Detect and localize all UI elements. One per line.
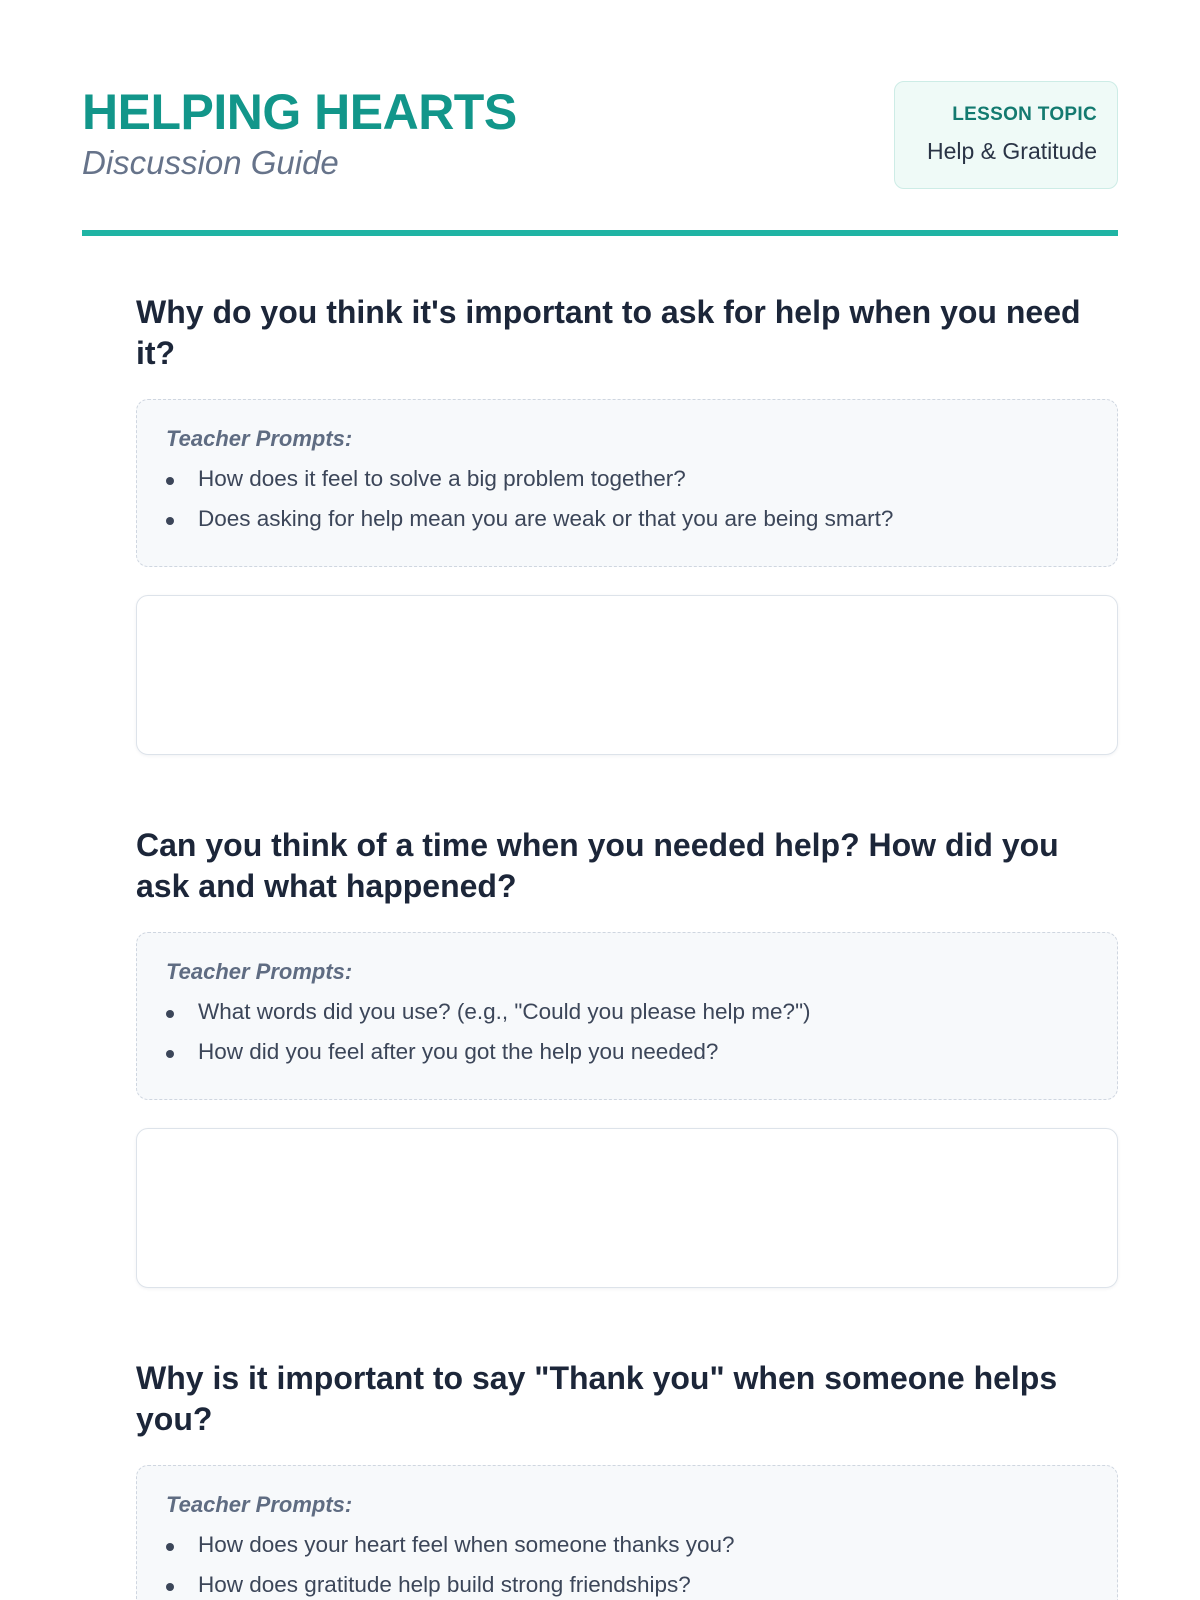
answer-box[interactable] bbox=[136, 1128, 1118, 1288]
lesson-topic-box bbox=[894, 81, 1118, 189]
teacher-prompts-list bbox=[166, 999, 1089, 1065]
answer-box[interactable] bbox=[136, 595, 1118, 755]
lesson-topic-value: Help & Gratitude bbox=[926, 138, 1097, 164]
teacher-prompts-list bbox=[166, 1532, 1089, 1598]
question-3 bbox=[136, 1358, 1118, 1600]
page-subtitle: Discussion Guide bbox=[82, 144, 339, 181]
teacher-prompt-item: What words did you use? (e.g., "Could you please help me?") bbox=[166, 999, 1089, 1025]
teacher-prompts-box bbox=[136, 932, 1118, 1100]
teacher-prompts-label: Teacher Prompts: bbox=[166, 1492, 353, 1517]
teacher-prompts-box bbox=[136, 1465, 1118, 1600]
question-text: Why do you think it's important to ask for help when you need it? bbox=[136, 294, 1081, 371]
header-divider bbox=[82, 230, 1118, 236]
teacher-prompts-label: Teacher Prompts: bbox=[166, 959, 353, 984]
teacher-prompts-box bbox=[136, 399, 1118, 567]
teacher-prompts-list bbox=[166, 466, 1089, 532]
teacher-prompt-item: How does gratitude help build strong friendships? bbox=[166, 1572, 1089, 1598]
question-text: Why is it important to say "Thank you" when someone helps you? bbox=[136, 1360, 1058, 1437]
teacher-prompt-item: Does asking for help mean you are weak or that you are being smart? bbox=[166, 506, 1089, 532]
lesson-topic-label: LESSON TOPIC bbox=[952, 104, 1097, 125]
questions-list bbox=[82, 292, 1118, 1600]
teacher-prompt-item: How does it feel to solve a big problem together? bbox=[166, 466, 1089, 492]
teacher-prompt-item: How does your heart feel when someone thanks you? bbox=[166, 1532, 1089, 1558]
question-text: Can you think of a time when you needed help? How did you ask and what happened? bbox=[136, 827, 1059, 904]
question-1 bbox=[136, 292, 1118, 755]
page-title: HELPING HEARTS bbox=[82, 84, 517, 140]
question-2 bbox=[136, 825, 1118, 1288]
title-block bbox=[82, 86, 517, 182]
page-header bbox=[82, 0, 1118, 236]
teacher-prompts-label: Teacher Prompts: bbox=[166, 426, 353, 451]
teacher-prompt-item: How did you feel after you got the help you needed? bbox=[166, 1039, 1089, 1065]
